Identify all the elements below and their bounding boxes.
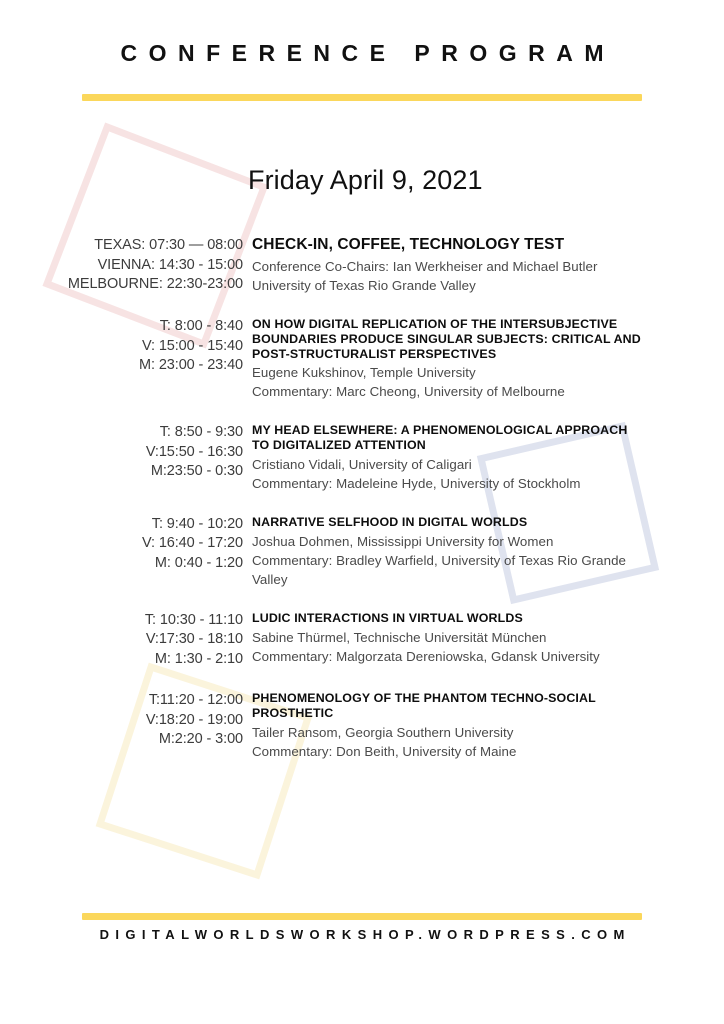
session-title: CHECK-IN, COFFEE, TECHNOLOGY TEST: [252, 236, 565, 253]
session-times: [0, 691, 243, 750]
program-schedule-list: [0, 236, 724, 783]
session-times: [0, 317, 243, 376]
session-times: [0, 611, 243, 670]
session-title: MY HEAD ELSEWHERE: A PHENOMENOLOGICAL APPROACH TO DIGITALIZED ATTENTION: [252, 423, 628, 453]
session-detail-line: Conference Co-Chairs: Ian Werkheiser and Michael Butler: [252, 259, 598, 274]
session-time-line: T: 10:30 - 11:10: [144, 611, 243, 628]
session-row: [0, 236, 724, 295]
session-body: [243, 611, 724, 666]
session-detail-line: University of Texas Rio Grande Valley: [252, 278, 476, 293]
session-title: NARRATIVE SELFHOOD IN DIGITAL WORLDS: [252, 514, 528, 529]
footer-website-url[interactable]: DIGITALWORLDSWORKSHOP.WORDPRESS.COM: [99, 927, 631, 942]
session-detail-line: Commentary: Marc Cheong, University of Melbourne: [252, 384, 565, 400]
session-time-line: MELBOURNE: 22:30-23:00: [67, 276, 243, 292]
session-time-line: T: 9:40 - 10:20: [151, 515, 243, 532]
session-row: [0, 691, 724, 761]
session-time-line: VIENNA: 14:30 - 15:00: [97, 256, 243, 273]
session-detail-line: Joshua Dohmen, Mississippi University for Women: [252, 533, 554, 549]
session-detail-line: Sabine Thürmel, Technische Universität München: [252, 629, 547, 645]
session-time-line: V: 16:40 - 17:20: [141, 535, 243, 552]
session-body: [243, 691, 724, 761]
session-detail-line: Cristiano Vidali, University of Caligari: [252, 456, 472, 472]
session-time-line: M: 1:30 - 2:10: [154, 650, 243, 667]
session-row: [0, 317, 724, 401]
session-detail-line: Commentary: Madeleine Hyde, University of Stockholm: [252, 475, 581, 491]
session-time-line: M:2:20 - 3:00: [158, 731, 243, 748]
session-time-line: M:23:50 - 0:30: [150, 463, 243, 480]
session-time-line: TEXAS: 07:30 — 08:00: [94, 237, 243, 253]
session-times: [0, 423, 243, 482]
session-body: [243, 317, 724, 401]
session-title: LUDIC INTERACTIONS IN VIRTUAL WORLDS: [252, 610, 523, 625]
session-time-line: V:15:50 - 16:30: [145, 443, 243, 460]
session-time-line: M: 0:40 - 1:20: [154, 554, 243, 571]
page-title: CONFERENCE PROGRAM: [120, 40, 615, 66]
session-times: [0, 236, 243, 295]
session-title: ON HOW DIGITAL REPLICATION OF THE INTERSUBJECTIVE BOUNDARIES PRODUCE SINGULAR SUBJECTS: CRITICAL AND POST-STRUCTURALIST PERSPECTIVES: [252, 317, 641, 361]
session-time-line: T: 8:00 - 8:40: [159, 318, 243, 334]
session-time-line: V: 15:00 - 15:40: [141, 337, 243, 354]
session-body: [243, 515, 724, 589]
session-time-line: T:11:20 - 12:00: [148, 692, 243, 709]
session-row: [0, 611, 724, 670]
session-body: [243, 423, 724, 493]
session-time-line: V:17:30 - 18:10: [145, 631, 243, 648]
session-detail-line: Eugene Kukshinov, Temple University: [252, 365, 476, 381]
session-detail-line: Commentary: Bradley Warfield, University of Texas Rio Grande Valley: [252, 552, 626, 587]
session-detail-line: Tailer Ransom, Georgia Southern University: [252, 724, 514, 740]
session-detail-line: Commentary: Don Beith, University of Maine: [252, 743, 517, 759]
session-body: [243, 236, 724, 295]
session-time-line: M: 23:00 - 23:40: [139, 357, 243, 373]
date-heading: Friday April 9, 2021: [248, 165, 483, 195]
session-time-line: T: 8:50 - 9:30: [159, 424, 243, 441]
session-detail-line: Commentary: Malgorzata Dereniowska, Gdansk University: [252, 648, 600, 664]
top-accent-rule: [82, 94, 642, 101]
session-row: [0, 423, 724, 493]
session-row: [0, 515, 724, 589]
session-title: PHENOMENOLOGY OF THE PHANTOM TECHNO-SOCIAL PROSTHETIC: [252, 691, 596, 721]
session-times: [0, 515, 243, 574]
bottom-accent-rule: [82, 913, 642, 920]
masthead: [0, 40, 724, 67]
session-time-line: V:18:20 - 19:00: [145, 711, 243, 728]
